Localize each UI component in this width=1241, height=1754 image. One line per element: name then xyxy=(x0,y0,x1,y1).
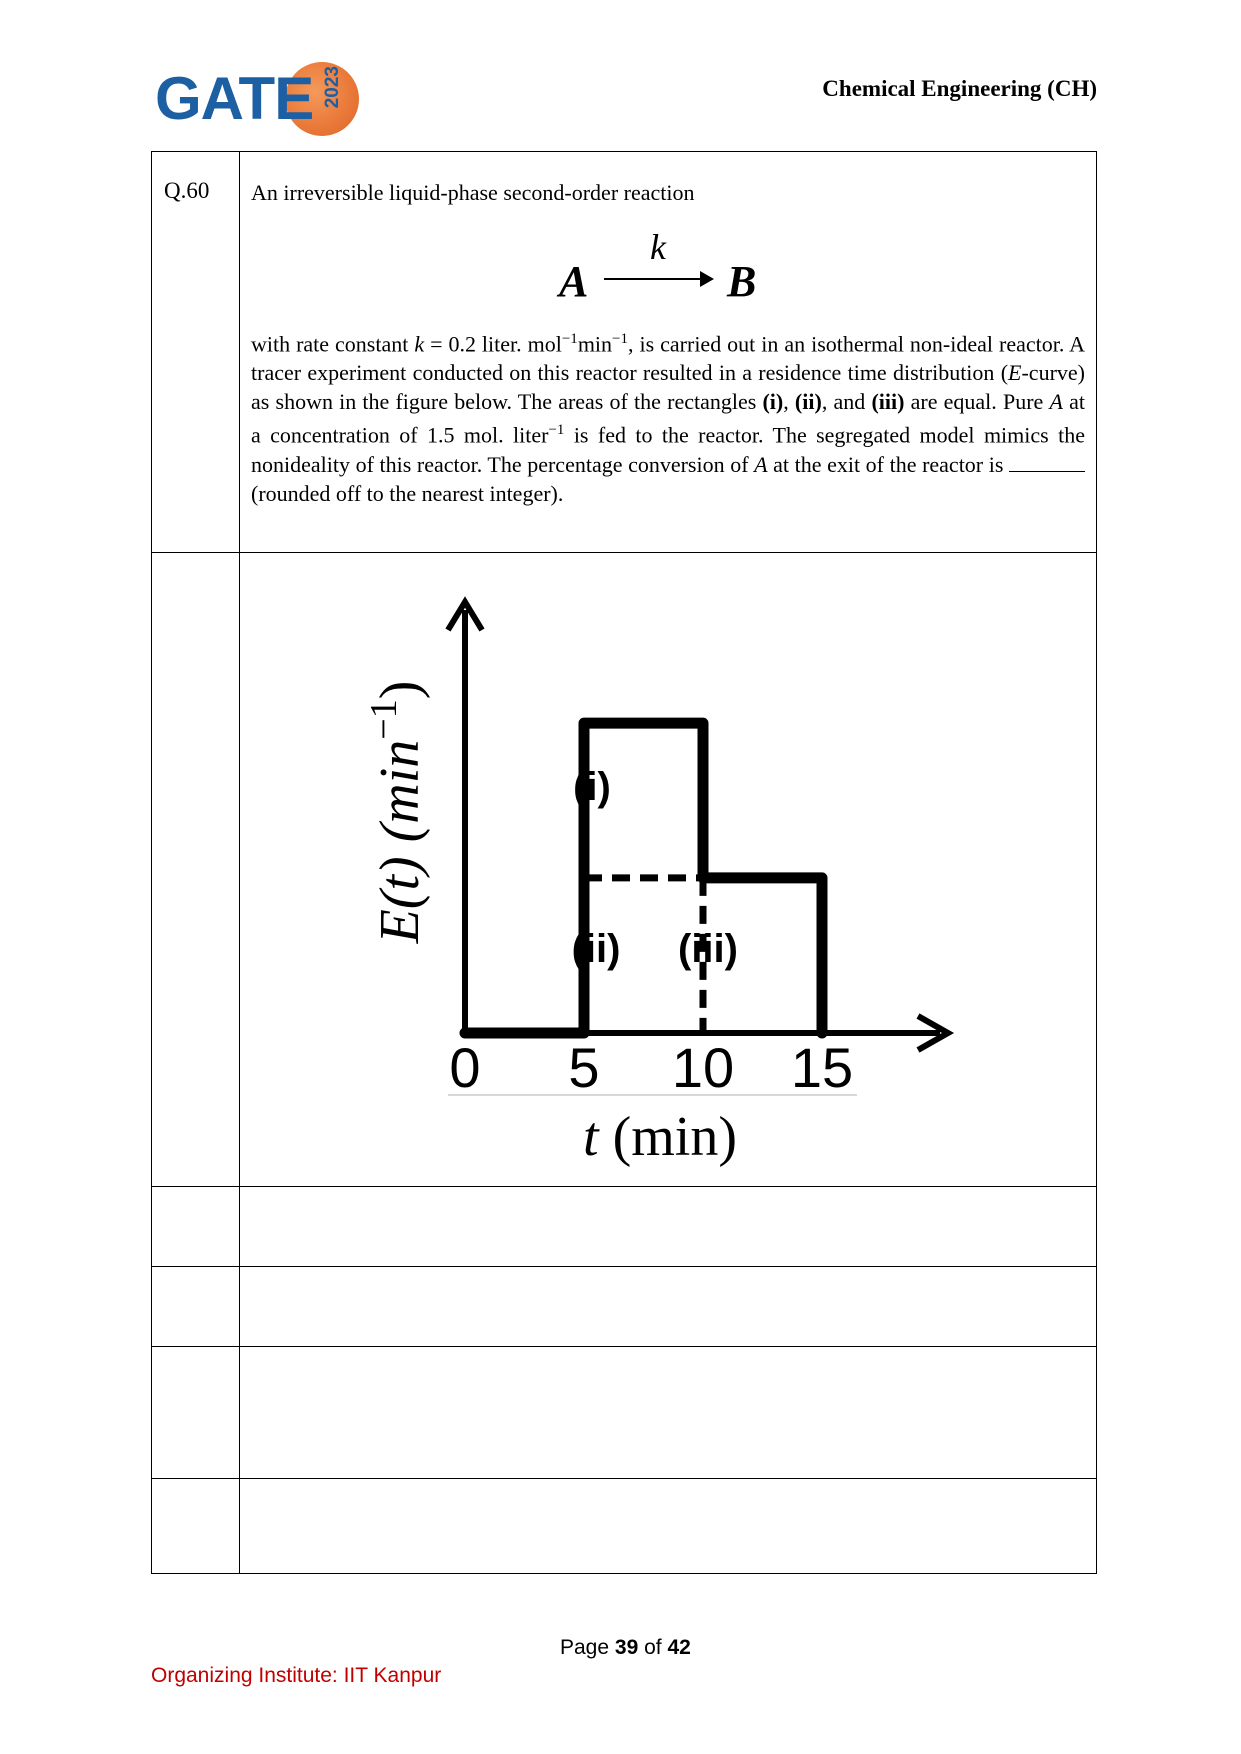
x-tick-label: 10 xyxy=(671,1036,735,1099)
page-prefix: Page xyxy=(560,1636,610,1659)
x-tick-label: 5 xyxy=(568,1036,600,1099)
question-number: Q.60 xyxy=(164,178,210,203)
y-axis-label-sup: −1 xyxy=(363,699,405,740)
page-current: 39 xyxy=(614,1636,639,1659)
x-axis-label xyxy=(583,1106,737,1168)
column-divider xyxy=(239,152,240,1573)
y-axis-label-close: ) xyxy=(369,680,431,700)
reaction-arrow xyxy=(604,278,704,280)
x-tick-label: 0 xyxy=(449,1036,481,1099)
y-axis-label xyxy=(363,681,431,945)
page-of: of xyxy=(644,1636,662,1659)
organizing-institute: Organizing Institute: IIT Kanpur xyxy=(151,1664,442,1687)
x-axis-unit: (min) xyxy=(612,1106,737,1168)
row-divider xyxy=(152,1266,1096,1267)
x-tick-label: 15 xyxy=(790,1036,854,1099)
subject-title: Chemical Engineering (CH) xyxy=(822,76,1097,101)
gate-logo xyxy=(155,58,365,140)
logo-year: 2023 xyxy=(322,66,343,109)
rate-constant-symbol: k xyxy=(650,227,666,267)
question-body: with rate constant k = 0.2 liter. $mol^{-1}\min^{-1}$, is carried out in an isothermal non-ideal reactor. A tracer experiment conducted on this reactor resulted in a residence time distribution (E-curve) as shown in the figure below. The areas of the rectangles (i), (ii), and (iii) are equal. Pure A at a concentration of 1.5 mol. liter$^{-1}$ is fed to the reactor. The segregated model mimics the nonideality of this reactor. The percentage conversion of A at the exit of the reactor is (rounded off to the nearest integer). xyxy=(251,331,1085,506)
logo-text: GATE xyxy=(155,65,314,132)
page-number xyxy=(560,1636,691,1660)
region-label-ii: (ii) xyxy=(571,927,621,971)
row-divider xyxy=(152,1478,1096,1479)
y-axis-label-main: E(t) (min xyxy=(369,739,431,944)
page-total: 42 xyxy=(667,1636,691,1659)
row-divider xyxy=(152,1346,1096,1347)
arrow-head-icon xyxy=(700,271,714,287)
product-symbol: B xyxy=(727,257,757,306)
rtd-figure xyxy=(360,590,980,1190)
region-label-iii: (iii) xyxy=(678,927,738,971)
reactant-symbol: A xyxy=(559,257,589,306)
region-label-i: (i) xyxy=(573,765,611,809)
x-axis-variable: t xyxy=(583,1106,599,1168)
question-intro: An irreversible liquid-phase second-order reaction xyxy=(251,180,695,205)
reaction-equation xyxy=(152,226,1098,306)
row-divider xyxy=(152,552,1096,553)
